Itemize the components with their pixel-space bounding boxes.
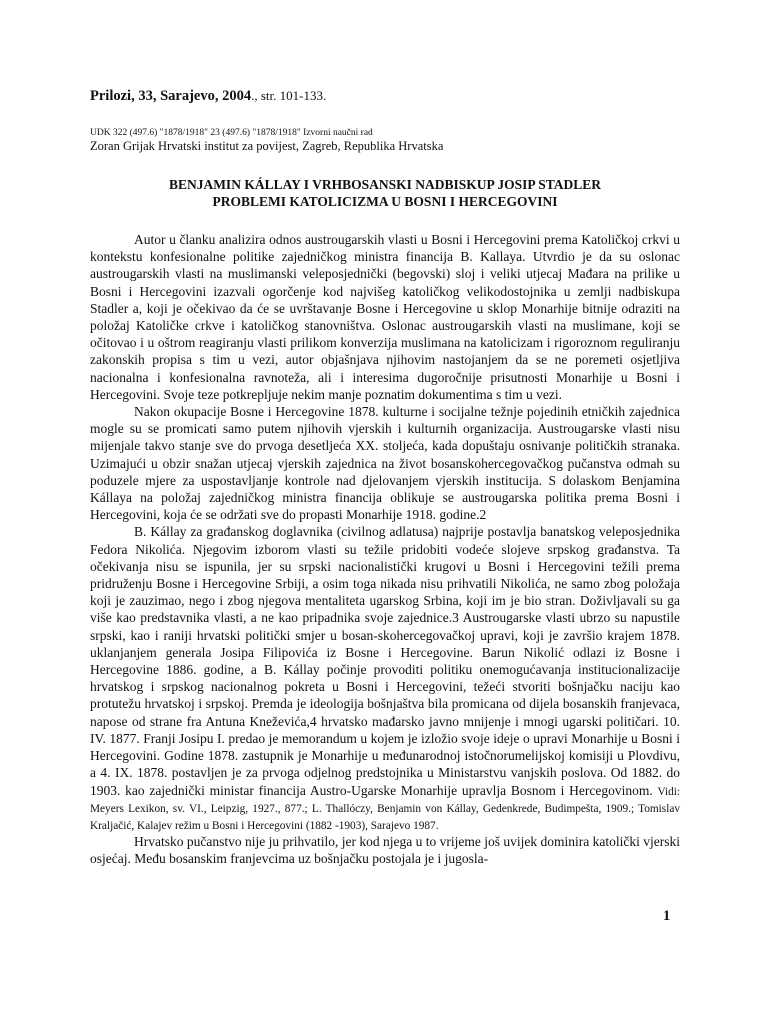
body-paragraph-population: Hrvatsko pučanstvo nije ju prihvatilo, jer kod njega u to vrijeme još uvijek dominira katolički vjerski osjećaj. Među bosanskim franjevcima uz bošnjačku postojala je i jugosla- [90, 834, 680, 867]
udk-classification: UDK 322 (497.6) "1878/1918" 23 (497.6) "1878/1918" Izvorni naučni rad [90, 128, 373, 138]
title-line-2: PROBLEMI KATOLICIZMA U BOSNI I HERCEGOVINI [212, 194, 558, 209]
title-line-1: BENJAMIN KÁLLAY I VRHBOSANSKI NADBISKUP JOSIP STADLER [168, 177, 602, 192]
article-title [90, 176, 680, 210]
author-affiliation: Zoran Grijak Hrvatski institut za povijest, Zagreb, Republika Hrvatska [90, 139, 444, 153]
journal-name: Prilozi, 33, Sarajevo, 2004 [90, 88, 252, 104]
page-range: ., str. 101-133. [251, 88, 327, 103]
page-number: 1 [663, 908, 671, 924]
body-paragraph-kallay [90, 523, 680, 833]
journal-citation [90, 86, 680, 106]
body-paragraph-kallay-text: B. Kállay za građanskog doglavnika (civilnog adlatusa) najprije postavlja banatskog veleposjednika Fedora Nikolića. Njegovim izborom vlasti su težile pridobiti vodeće slojeve srpskog građanstva. Ta očekivanja nisu se ispunila, jer su srpski nacionalistički krugovi u Bosni i Hercegovini težili prema pridruženju Bosne i Hercegovine Srbiji, a osim toga nikada nisu prihvatili Nikolića, ne samo zbog položaja koji je zauzimao, nego i zbog njegova mentaliteta ugarskog Srbina, koji im je bio stran. Doživljavali su ga više kao predstavnika vlasti, a ne kao pripadnika svoje zajednice.3 Austrougarske vlasti ubrzo su napustile srpski, kao i raniji hrvatski politički smjer u bosan-skohercegovačkoj upravi, koji je završio krajem 1878. uklanjanjem generala Josipa Filipovića iz Bosne i Hercegovine. Barun Nikolić odlazi iz Bosne i Hercegovine 1886. godine, a B. Kállay počinje provoditi politiku onemogućavanja institucionalizacije hrvatskog i srpskog nacionalnog pokreta u Bosni i Hercegovini, težeći stvoriti bošnjačku naciju kao protutežu hrvatskoj i srpskoj. Premda je ideologija bošnjaštva bila promicana od dijela bosanskih franjevaca, napose od strane fra Antuna Kneževića,4 hrvatsko mađarsko javno mnijenje i mnogi ugarski političari. 10. IV. 1877. Franji Josipu I. predao je memorandum u kojem je izložio svoje ideje o upravi Monarhije u Bosni i Hercegovini. Godine 1878. zastupnik je Monarhije u međunarodnoj istočnorumelijskoj komisiji u Plovdivu, a 4. IX. 1878. postavljen je za prvoga odjelnog predstojnika u Ministarstvu vanjskih poslova. Od 1882. do 1903. kao zajednički ministar financija Austro-Ugarske Monarhije upravlja Bosnom i Hercegovinom. [90, 524, 680, 798]
page-content [90, 86, 680, 868]
abstract-paragraph: Autor u članku analizira odnos austrougarskih vlasti u Bosni i Hercegovini prema Katoličkoj crkvi u kontekstu konfesionalne politike zajedničkog ministra financija B. Kallaya. Utvrdio je da su oslonac austrougarskih vlasti na muslimanski veleposjednički (begovski) sloj i veliki utjecaj Mađara na prilike u Bosni i Hercegovini izazvali ogorčenje kod najvišeg katoličkog velikodostojnika u zemlji nadbiskupa Stadler a, koji je očekivao da će se uvrštavanje Bosne i Hercegovine u sklop Monarhije bitnije odraziti na položaj Katoličke crkve i katoličkog stanovništva. Oslonac austrougarskih vlasti na muslimane, koji se očitovao i u oštrom reagiranju vlasti prilikom konverzija muslimana na katolicizam i rigoroznom reguliranju zakonskih propisa s tim u vezi, autor objašnjava njihovim nastojanjem da se ne poremeti osjetljiva nacionalna i konfesionalna ravnoteža, ali i interesima dugoročnije prisutnosti Monarhije u Bosni i Hercegovini. Svoje teze potkrepljuje nekim manje poznatim dokumentima s tim u vezi. [90, 232, 680, 402]
inline-footnote: Vidi: Meyers Lexikon, sv. VI., Leipzig, 1927., 877.; L. Thallóczy, Benjamin von Kállay, Gedenkrede, Budimpešta, 1909.; Tomislav Kraljačić, Kalajev režim u Bosni i Hercegovini (1882 -1903), Sarajevo 1987. [90, 785, 681, 832]
body-paragraph-occupation: Nakon okupacije Bosne i Hercegovine 1878. kulturne i socijalne težnje pojedinih etničkih zajednica mogle su se promicati samo putem njihovih vjerskih i kulturnih organizacija. Austrougarske vlasti nisu mijenjale takvo stanje sve do prvoga desetljeća XX. stoljeća, kada dopuštaju osnivanje političkih stranaka. Uzimajući u obzir snažan utjecaj vjerskih zajednica na život bosanskohercegovačkog pučanstva odmah su poduzele mjere za uspostavljanje kontrole nad djelovanjem vjerskih institucija. S dolaskom Benjamina Kállaya na položaj zajedničkog ministra financija oblikuje se austrougarska politika prema Bosni i Hercegovini, koja će se održati sve do propasti Monarhije 1918. godine.2 [90, 404, 680, 523]
